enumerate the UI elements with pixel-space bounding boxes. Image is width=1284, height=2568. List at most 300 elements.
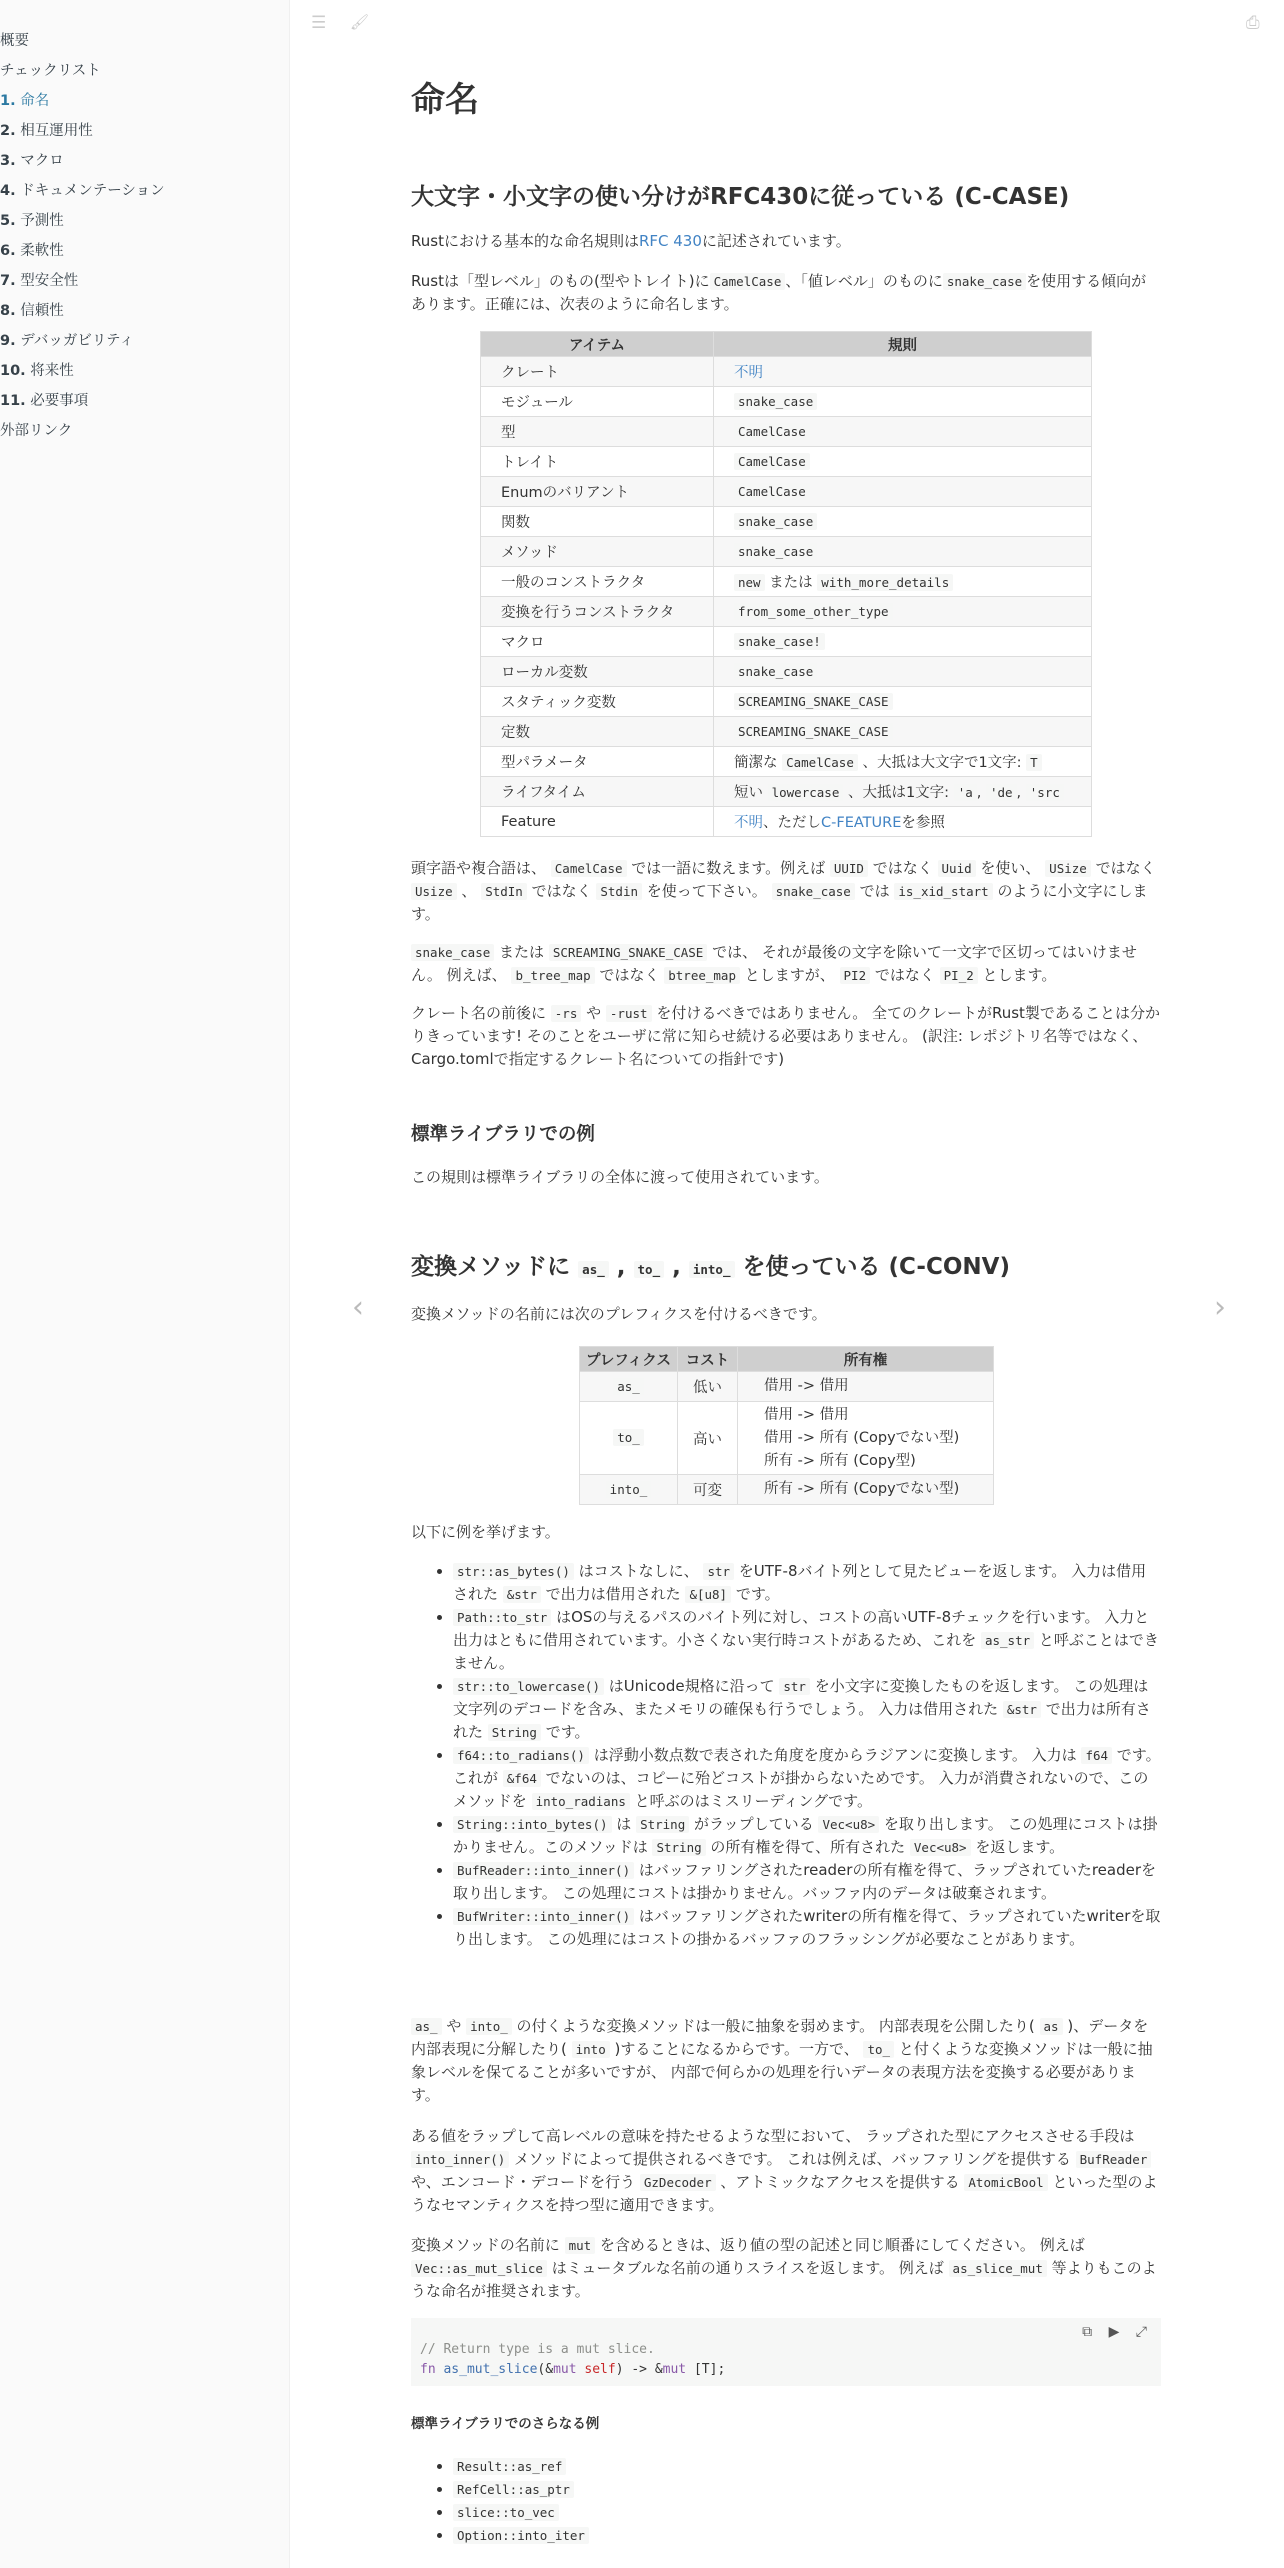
inline-code: -rust (606, 1005, 652, 1022)
link[interactable]: 不明 (734, 815, 763, 831)
inline-code: 'a (954, 784, 977, 801)
inline-code: CamelCase (551, 860, 627, 877)
inline-code: to_ (634, 1261, 665, 1278)
text-span: です。 (540, 1723, 590, 1741)
rfc430-link[interactable]: RFC 430 (638, 232, 702, 250)
text-span: , (1016, 785, 1026, 801)
rule-cell (714, 687, 1092, 717)
c-case-heading: 大文字・小文字の使い分けがRFC430に従っている (C-CASE) (411, 184, 1070, 210)
prefix-table (579, 1346, 994, 1505)
text-span: としますが、 (739, 966, 840, 984)
sidebar-item-label: チェックリスト (0, 63, 101, 79)
sidebar-item[interactable] (0, 266, 289, 296)
rule-cell (714, 807, 1092, 837)
text-span: を使っている (C-CONV) (734, 1254, 1010, 1280)
sidebar-item-number: 4. (0, 183, 16, 199)
inline-code: Usize (411, 883, 457, 900)
text-span: を付けるべきではありません。 全てのクレートがRust製であることは分かりきっています! そのことをユーザに常に知らせ続ける必要はありません。 (訳注: レポジトリ名等ではなく、Cargo.tomlで指定するクレート名についての指針です) (411, 1004, 1160, 1068)
inline-code: btree_map (664, 967, 740, 984)
examples-intro: 以下に例を挙げます。 (411, 1523, 560, 1541)
text-span: 短い (734, 785, 768, 801)
inline-code: SCREAMING_SNAKE_CASE (734, 723, 893, 740)
crate-suffix-paragraph (411, 1002, 1161, 1071)
text-span: 変換メソッドに (411, 1254, 579, 1280)
text-span: 、大抵は1文字: (843, 785, 954, 801)
text-span: 簡潔な (734, 755, 783, 771)
table-row (481, 567, 1092, 597)
inline-code: snake_case! (734, 633, 825, 650)
table-row (481, 447, 1092, 477)
inline-code: str::to_lowercase() (453, 1678, 604, 1695)
acronym-paragraph (411, 857, 1161, 926)
inline-code: Uuid (938, 860, 976, 877)
inline-code: snake_case (734, 393, 817, 410)
text-span: ではなく (870, 966, 940, 984)
sidebar-item-label: 外部リンク (0, 423, 73, 439)
text-span: は (611, 1815, 637, 1833)
item-cell: メソッド (481, 537, 714, 567)
ownership-cell (738, 1475, 994, 1505)
item-cell: マクロ (481, 627, 714, 657)
sidebar-item-number: 2. (0, 123, 16, 139)
table-row (580, 1402, 994, 1475)
rule-cell (714, 387, 1092, 417)
inline-code: Path::to_str (453, 1609, 551, 1626)
inline-code: String::into_bytes() (453, 1816, 612, 1833)
text-span: でないのは、コピーに殆どコストが掛からないためです。 入力が消費されないので、このメソッドを (453, 1769, 1149, 1810)
inline-code: from_some_other_type (734, 603, 893, 620)
ownership-line: 所有 -> 所有 (Copyでない型) (764, 1481, 960, 1497)
ownership-line: 借用 -> 借用 (764, 1378, 849, 1394)
rule-cell (714, 537, 1092, 567)
text-span: 、 (456, 882, 482, 900)
inline-code: &f64 (503, 1770, 541, 1787)
inline-code: new (734, 574, 765, 591)
mut-naming-paragraph (411, 2234, 1161, 2303)
text-span: と呼ぶことはできません。 (453, 1631, 1159, 1672)
text-span: をUTF-8バイト列として見たビューを返します。 入力は借用された (453, 1562, 1147, 1603)
table-row (481, 417, 1092, 447)
inline-code: str (779, 1678, 810, 1695)
sidebar-item[interactable] (0, 236, 289, 266)
print-icon[interactable]: ⎙ (1246, 13, 1260, 33)
inline-code: snake_case (772, 883, 855, 900)
sidebar-item-label: マクロ (20, 153, 64, 169)
inline-code: as_ (578, 1261, 609, 1278)
text-span: )することになるからです。一方で、 (609, 2040, 864, 2058)
stdlib-examples-text: この規則は標準ライブラリの全体に渡って使用されています。 (411, 1168, 829, 1186)
stdlib-examples-heading: 標準ライブラリでの例 (411, 1124, 595, 1145)
more-examples-heading: 標準ライブラリでのさらなる例 (411, 2416, 600, 2432)
table-header-prefix: プレフィクス (580, 1347, 678, 1372)
inline-code: as_str (981, 1632, 1034, 1649)
ownership-cell (738, 1372, 994, 1402)
text-span: または (494, 943, 549, 961)
inline-code: CamelCase (734, 453, 810, 470)
ownership-line: 所有 -> 所有 (Copy型) (764, 1452, 916, 1469)
code-block-controls-icon[interactable]: ⧉ ▶ ⤢ (1082, 2324, 1153, 2340)
item-cell: モジュール (481, 387, 714, 417)
inline-code: to_ (613, 1429, 644, 1446)
text-span: , (664, 1254, 689, 1280)
item-cell: クレート (481, 357, 714, 387)
previous-chapter-arrow[interactable]: ‹ (352, 1290, 364, 1325)
theme-brush-icon[interactable]: 🖌 (350, 13, 370, 31)
sidebar-item[interactable] (0, 386, 289, 416)
text-span: では (854, 882, 895, 900)
inline-code: Vec::as_mut_slice (411, 2260, 547, 2277)
item-cell: Enumのバリアント (481, 477, 714, 507)
item-cell: ライフタイム (481, 777, 714, 807)
code-signature-line: fn as_mut_slice(&mut self) -> &mut [T]; (420, 2362, 726, 2377)
sidebar-item-label: 命名 (20, 93, 50, 109)
inline-code: Stdin (596, 883, 642, 900)
text-span: ある値をラップして高レベルの意味を持たせるような型において、 ラップされた型にアクセスさせる手段は (411, 2127, 1135, 2145)
rule-cell (714, 477, 1092, 507)
text-span: です。 (731, 1585, 780, 1603)
text-span: はOSの与えるパスのバイト列に対し、コストの高いUTF-8チェックを行います。 入力と出力はともに借用されています。小さくない実行時コストがあるため、これを (453, 1608, 1150, 1649)
conversion-examples-list (411, 1560, 1161, 1951)
item-cell: トレイト (481, 447, 714, 477)
list-item (453, 1744, 1161, 1813)
text-span: 、大抵は大文字で1文字: (857, 755, 1027, 771)
sidebar-item[interactable] (0, 116, 289, 146)
inline-code: is_xid_start (894, 883, 992, 900)
inline-code: into (572, 2041, 610, 2058)
list-item (453, 2524, 1161, 2547)
inline-code: -rs (551, 1005, 582, 1022)
inline-code: snake_case (734, 543, 817, 560)
text-span: を取り出します。 この処理にコストは掛かりません。このメソッドは (453, 1815, 1158, 1856)
rule-cell (714, 657, 1092, 687)
inline-code: String (636, 1816, 689, 1833)
sidebar-item-label: 予測性 (20, 213, 64, 229)
inline-code: f64 (1081, 1747, 1112, 1764)
sidebar-chapter-list (0, 0, 289, 446)
list-item (453, 2455, 1161, 2478)
item-cell: 型パラメータ (481, 747, 714, 777)
inline-code: into_ (466, 2018, 512, 2035)
table-row (481, 777, 1092, 807)
text-span: はバッファリングされたreaderの所有権を得て、ラップされていたreaderを取り出します。 この処理にコストは掛かりません。バッファ内のデータは破棄されます。 (453, 1861, 1157, 1902)
inline-code: AtomicBool (964, 2174, 1047, 2191)
text-span: はコストなしに、 (573, 1562, 704, 1580)
text-span: とします。 (977, 966, 1057, 984)
inline-code: snake_case (411, 944, 494, 961)
table-row (580, 1475, 994, 1505)
table-header-cost: コスト (678, 1347, 738, 1372)
inline-code: into_ (606, 1481, 652, 1498)
c-case-description: Rustは「型レベル」のもの(型やトレイト)に CamelCase 、「値レベル」のものに snake_case を使用する傾向があります。正確には、次表のように命名します。 (411, 272, 1147, 313)
inline-code: to_ (863, 2041, 894, 2058)
table-row (481, 807, 1092, 837)
text-span: では、 それが最後の文字を除いて一文字で区切ってはいけません。 例えば、 (411, 943, 1137, 984)
sidebar-item[interactable] (0, 416, 289, 446)
inline-code: into_radians (532, 1793, 630, 1810)
inline-code: CamelCase (734, 483, 810, 500)
text-span: の付くような変換メソッドは一般に抽象を弱めます。 内部表現を公開したり( (511, 2017, 1040, 2035)
sidebar-item-number: 3. (0, 153, 16, 169)
table-header-rule: 規則 (714, 332, 1092, 357)
table-row (481, 387, 1092, 417)
inline-code: with_more_details (817, 574, 953, 591)
text-span: がラップしている (689, 1815, 819, 1833)
list-item (453, 1675, 1161, 1744)
inline-code[interactable]: Option::into_iter (453, 2527, 589, 2544)
sidebar-item[interactable] (0, 296, 289, 326)
text-span: を参照 (901, 815, 945, 831)
text-span: ではなく (867, 859, 938, 877)
item-cell: 関数 (481, 507, 714, 537)
sidebar-item[interactable] (0, 356, 289, 386)
more-examples-list (411, 2455, 1161, 2547)
list-item (453, 1859, 1161, 1905)
link[interactable]: 不明 (734, 365, 763, 381)
inline-code: String (488, 1724, 541, 1741)
text-span: といった型のようなセマンティクスを持つ型に適用できます。 (411, 2173, 1158, 2214)
text-span: , (976, 785, 986, 801)
sidebar-item-number: 1. (0, 93, 16, 109)
next-chapter-arrow[interactable]: › (1214, 1290, 1226, 1325)
text-span: を返します。 (970, 1838, 1065, 1856)
text-span: メソッドによって提供されるべきです。 これは例えば、バッファリングを提供する (509, 2150, 1076, 2168)
rule-cell (714, 417, 1092, 447)
rule-cell (714, 627, 1092, 657)
sidebar-item[interactable] (0, 146, 289, 176)
inline-code: into_ (689, 1261, 735, 1278)
text-span: 変換メソッドの名前に (411, 2236, 565, 2254)
inline-code: mut (565, 2237, 596, 2254)
sidebar-item-label: 概要 (0, 33, 29, 49)
inline-code: &str (1003, 1701, 1041, 1718)
sidebar-item-label: ドキュメンテーション (20, 183, 165, 199)
table-row (481, 537, 1092, 567)
item-cell: Feature (481, 807, 714, 837)
table-row (481, 747, 1092, 777)
inline-code: BufWriter::into_inner() (453, 1908, 634, 1925)
naming-rules-table (480, 331, 1092, 837)
text-span: はUnicode規格に沿って (604, 1677, 780, 1695)
inline-code: &str (503, 1586, 541, 1603)
inline-code: f64::to_radians() (453, 1747, 589, 1764)
sidebar-item-number: 11. (0, 393, 26, 409)
item-cell: 一般のコンストラクタ (481, 567, 714, 597)
cost-cell: 可変 (678, 1475, 738, 1505)
rule-cell (714, 777, 1092, 807)
inline-code[interactable]: RefCell::as_ptr (453, 2481, 574, 2498)
text-span: で出力は借用された (540, 1585, 686, 1603)
sidebar-item[interactable] (0, 86, 289, 116)
text-span: 頭字語や複合語は、 (411, 859, 551, 877)
prefix-cell (580, 1402, 678, 1475)
list-item (453, 2501, 1161, 2524)
rule-cell (714, 447, 1092, 477)
inline-code: SCREAMING_SNAKE_CASE (734, 693, 893, 710)
table-header-item: アイテム (481, 332, 714, 357)
table-row (481, 717, 1092, 747)
item-cell: 変換を行うコンストラクタ (481, 597, 714, 627)
inline-code: as (1040, 2018, 1063, 2035)
inline-code: BufReader::into_inner() (453, 1862, 634, 1879)
text-span: ではなく (594, 966, 665, 984)
list-item (453, 2478, 1161, 2501)
rule-cell (714, 747, 1092, 777)
inline-code: BufReader (1076, 2151, 1152, 2168)
cost-cell: 高い (678, 1402, 738, 1475)
sidebar-item[interactable] (0, 176, 289, 206)
text-span: ではなく (1090, 859, 1156, 877)
sidebar-item-label: デバッガビリティ (20, 333, 134, 349)
rule-cell (714, 507, 1092, 537)
cost-cell: 低い (678, 1372, 738, 1402)
c-conv-heading (411, 1248, 1161, 1281)
sidebar (0, 0, 290, 2568)
table-row (481, 627, 1092, 657)
c-conv-intro: 変換メソッドの名前には次のプレフィクスを付けるべきです。 (411, 1305, 827, 1323)
text-span: の所有権を得て、所有された (705, 1838, 910, 1856)
list-item (453, 1813, 1161, 1859)
code-comment-line: // Return type is a mut slice. (420, 2342, 655, 2357)
ownership-line: 借用 -> 借用 (764, 1406, 849, 1423)
list-item (453, 1560, 1161, 1606)
c-case-intro: Rustにおける基本的な命名規則はRFC 430に記述されています。 (411, 232, 851, 250)
text-span: です。これが (453, 1746, 1161, 1787)
inline-code: GzDecoder (640, 2174, 716, 2191)
inline-code[interactable]: Result::as_ref (453, 2458, 566, 2475)
text-span: と付くような変換メソッドは一般に抽象レベルを保てることが多いですが、 内部で何らかの処理を行いデータの表現方法を変換する必要があります。 (411, 2040, 1153, 2104)
sidebar-item-number: 9. (0, 333, 16, 349)
inline-code: StdIn (481, 883, 527, 900)
single-letter-paragraph (411, 941, 1161, 987)
sidebar-item[interactable] (0, 206, 289, 236)
item-cell: 定数 (481, 717, 714, 747)
text-span: と呼ぶのはミスリーディングです。 (629, 1792, 872, 1810)
rule-cell (714, 597, 1092, 627)
sidebar-item[interactable] (0, 326, 289, 356)
inline-code: as_ (613, 1378, 644, 1395)
inline-code: snake_case (734, 513, 817, 530)
sidebar-item-number: 7. (0, 273, 16, 289)
table-row (580, 1372, 994, 1402)
text-span: を小文字に変換したものを返します。 この処理は文字列のデコードを含み、またメモリの確保も行うでしょう。 入力は借用された (453, 1677, 1149, 1718)
table-row (481, 687, 1092, 717)
table-row (481, 657, 1092, 687)
sidebar-item[interactable] (0, 56, 289, 86)
inline-code: USize (1045, 860, 1091, 877)
inline-code: &[u8] (685, 1586, 731, 1603)
abstraction-paragraph (411, 2015, 1161, 2107)
sidebar-item-number: 10. (0, 363, 26, 379)
inline-code: Vec<u8> (818, 1816, 879, 1833)
rule-cell (714, 717, 1092, 747)
table-row (481, 507, 1092, 537)
prefix-cell (580, 1475, 678, 1505)
table-row (481, 597, 1092, 627)
list-item (453, 1905, 1161, 1951)
inline-code: str::as_bytes() (453, 1563, 574, 1580)
prefix-cell (580, 1372, 678, 1402)
sidebar-item-number: 6. (0, 243, 16, 259)
text-span: を使い、 (975, 859, 1046, 877)
inline-code: String (652, 1839, 705, 1856)
inline-code: Vec<u8> (910, 1839, 971, 1856)
inline-code: PI_2 (940, 967, 978, 984)
rule-cell (714, 567, 1092, 597)
sidebar-item-label: 信頼性 (20, 303, 64, 319)
hamburger-menu-icon[interactable]: ☰ (311, 13, 327, 33)
item-cell: 型 (481, 417, 714, 447)
inline-code: into_inner() (411, 2151, 509, 2168)
text-span: ではなく (526, 882, 597, 900)
inline-code: as_ (411, 2018, 442, 2035)
table-header-ownership: 所有権 (738, 1347, 994, 1372)
sidebar-item-label: 型安全性 (20, 273, 79, 289)
text-span: や (441, 2017, 467, 2035)
text-span: 、アトミックなアクセスを提供する (715, 2173, 965, 2191)
ownership-cell (738, 1402, 994, 1475)
sidebar-item-number: 8. (0, 303, 16, 319)
page-title: 命名 (411, 80, 479, 120)
code-block (411, 2318, 1161, 2386)
text-span: はミュータブルな名前の通りスライスを返します。 例えば (546, 2259, 949, 2277)
inline-code: as_slice_mut (949, 2260, 1047, 2277)
text-span: )、データを内部表現に分解したり( (411, 2017, 1149, 2058)
list-item (453, 1606, 1161, 1675)
text-span: または (764, 575, 818, 591)
item-cell: ローカル変数 (481, 657, 714, 687)
item-cell: スタティック変数 (481, 687, 714, 717)
inline-code: CamelCase (782, 754, 858, 771)
sidebar-item-label: 相互運用性 (20, 123, 93, 139)
sidebar-item-label: 必要事項 (30, 393, 89, 409)
text-span: を含めるときは、返り値の型の記述と同じ順番にしてください。 例えば (595, 2236, 1085, 2254)
rule-cell (714, 357, 1092, 387)
wrapper-paragraph (411, 2125, 1161, 2217)
inline-code: snake_case (734, 663, 817, 680)
inline-code: 'de (986, 784, 1017, 801)
text-span: はバッファリングされたwriterの所有権を得て、ラップされていたwriterを取り出します。 この処理にはコストの掛かるバッファのフラッシングが必要なことがあります。 (453, 1907, 1161, 1948)
inline-code[interactable]: slice::to_vec (453, 2504, 559, 2521)
sidebar-item-label: 柔軟性 (20, 243, 64, 259)
table-row (481, 477, 1092, 507)
ownership-line: 借用 -> 所有 (Copyでない型) (764, 1429, 960, 1446)
text-span: や (581, 1004, 606, 1022)
inline-code: lowercase (768, 784, 844, 801)
sidebar-item[interactable] (0, 26, 289, 56)
text-span: や、エンコード・デコードを行う (411, 2173, 640, 2191)
inline-code: b_tree_map (511, 967, 594, 984)
text-span: で出力は所有された (453, 1700, 1151, 1741)
inline-code: T (1026, 754, 1042, 771)
text-span: のように小文字にします。 (411, 882, 1148, 923)
sidebar-item-number: 5. (0, 213, 16, 229)
text-span: 等よりもこのような命名が推奨されます。 (411, 2259, 1157, 2300)
inline-code: 'src (1026, 784, 1064, 801)
inline-code: str (703, 1563, 734, 1580)
inline-code: CamelCase (734, 423, 810, 440)
table-row (481, 357, 1092, 387)
text-span: 、ただし (763, 815, 821, 831)
link[interactable]: C-FEATURE (821, 815, 902, 831)
text-span: , (608, 1254, 634, 1280)
text-span: を使って下さい。 (642, 882, 772, 900)
sidebar-item-label: 将来性 (30, 363, 74, 379)
text-span: は浮動小数点数で表された角度を度からラジアンに変換します。 入力は (588, 1746, 1082, 1764)
text-span: では一語に数えます。例えば (626, 859, 830, 877)
text-span: クレート名の前後に (411, 1004, 551, 1022)
inline-code: UUID (830, 860, 868, 877)
inline-code: SCREAMING_SNAKE_CASE (549, 944, 708, 961)
